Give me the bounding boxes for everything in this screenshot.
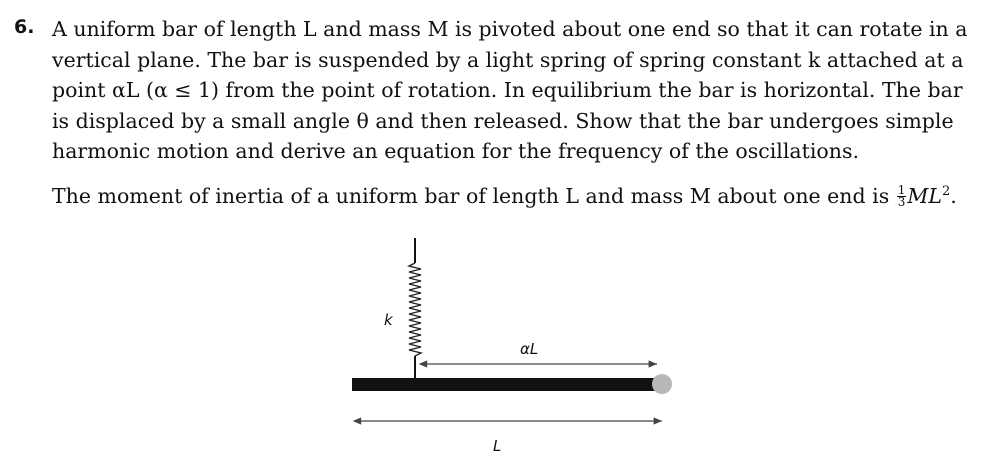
problem-line: point αL (α ≤ 1) from the point of rotation. In equilibrium the bar is horizontal. The bar — [52, 78, 963, 102]
uniform-bar — [352, 378, 664, 391]
moment-expression: ML — [907, 183, 942, 208]
moment-exponent: 2 — [942, 183, 951, 199]
question-number: 6. — [14, 16, 35, 38]
moment-prefix: The moment of inertia of a uniform bar of length L and mass M about one end is — [52, 183, 890, 208]
problem-line: is displaced by a small angle θ and then released. Show that the bar undergoes simple — [52, 108, 954, 133]
alpha-length-label: αL — [520, 340, 539, 358]
problem-line: A uniform bar of length L and mass M is pivoted about one end so that it can rotate in a — [52, 17, 968, 41]
pivot-point — [652, 374, 672, 394]
moment-suffix: . — [950, 183, 957, 208]
fraction-denominator: 3 — [897, 195, 906, 210]
spring-constant-label: k — [384, 311, 393, 329]
problem-line: harmonic motion and derive an equation for the frequency of the oscillations. — [52, 139, 860, 163]
spring-coil — [409, 263, 421, 356]
length-label: L — [493, 437, 502, 455]
problem-line: vertical plane. The bar is suspended by a light spring of spring constant k attached at a — [52, 47, 964, 72]
fraction-numerator: 1 — [897, 183, 906, 198]
